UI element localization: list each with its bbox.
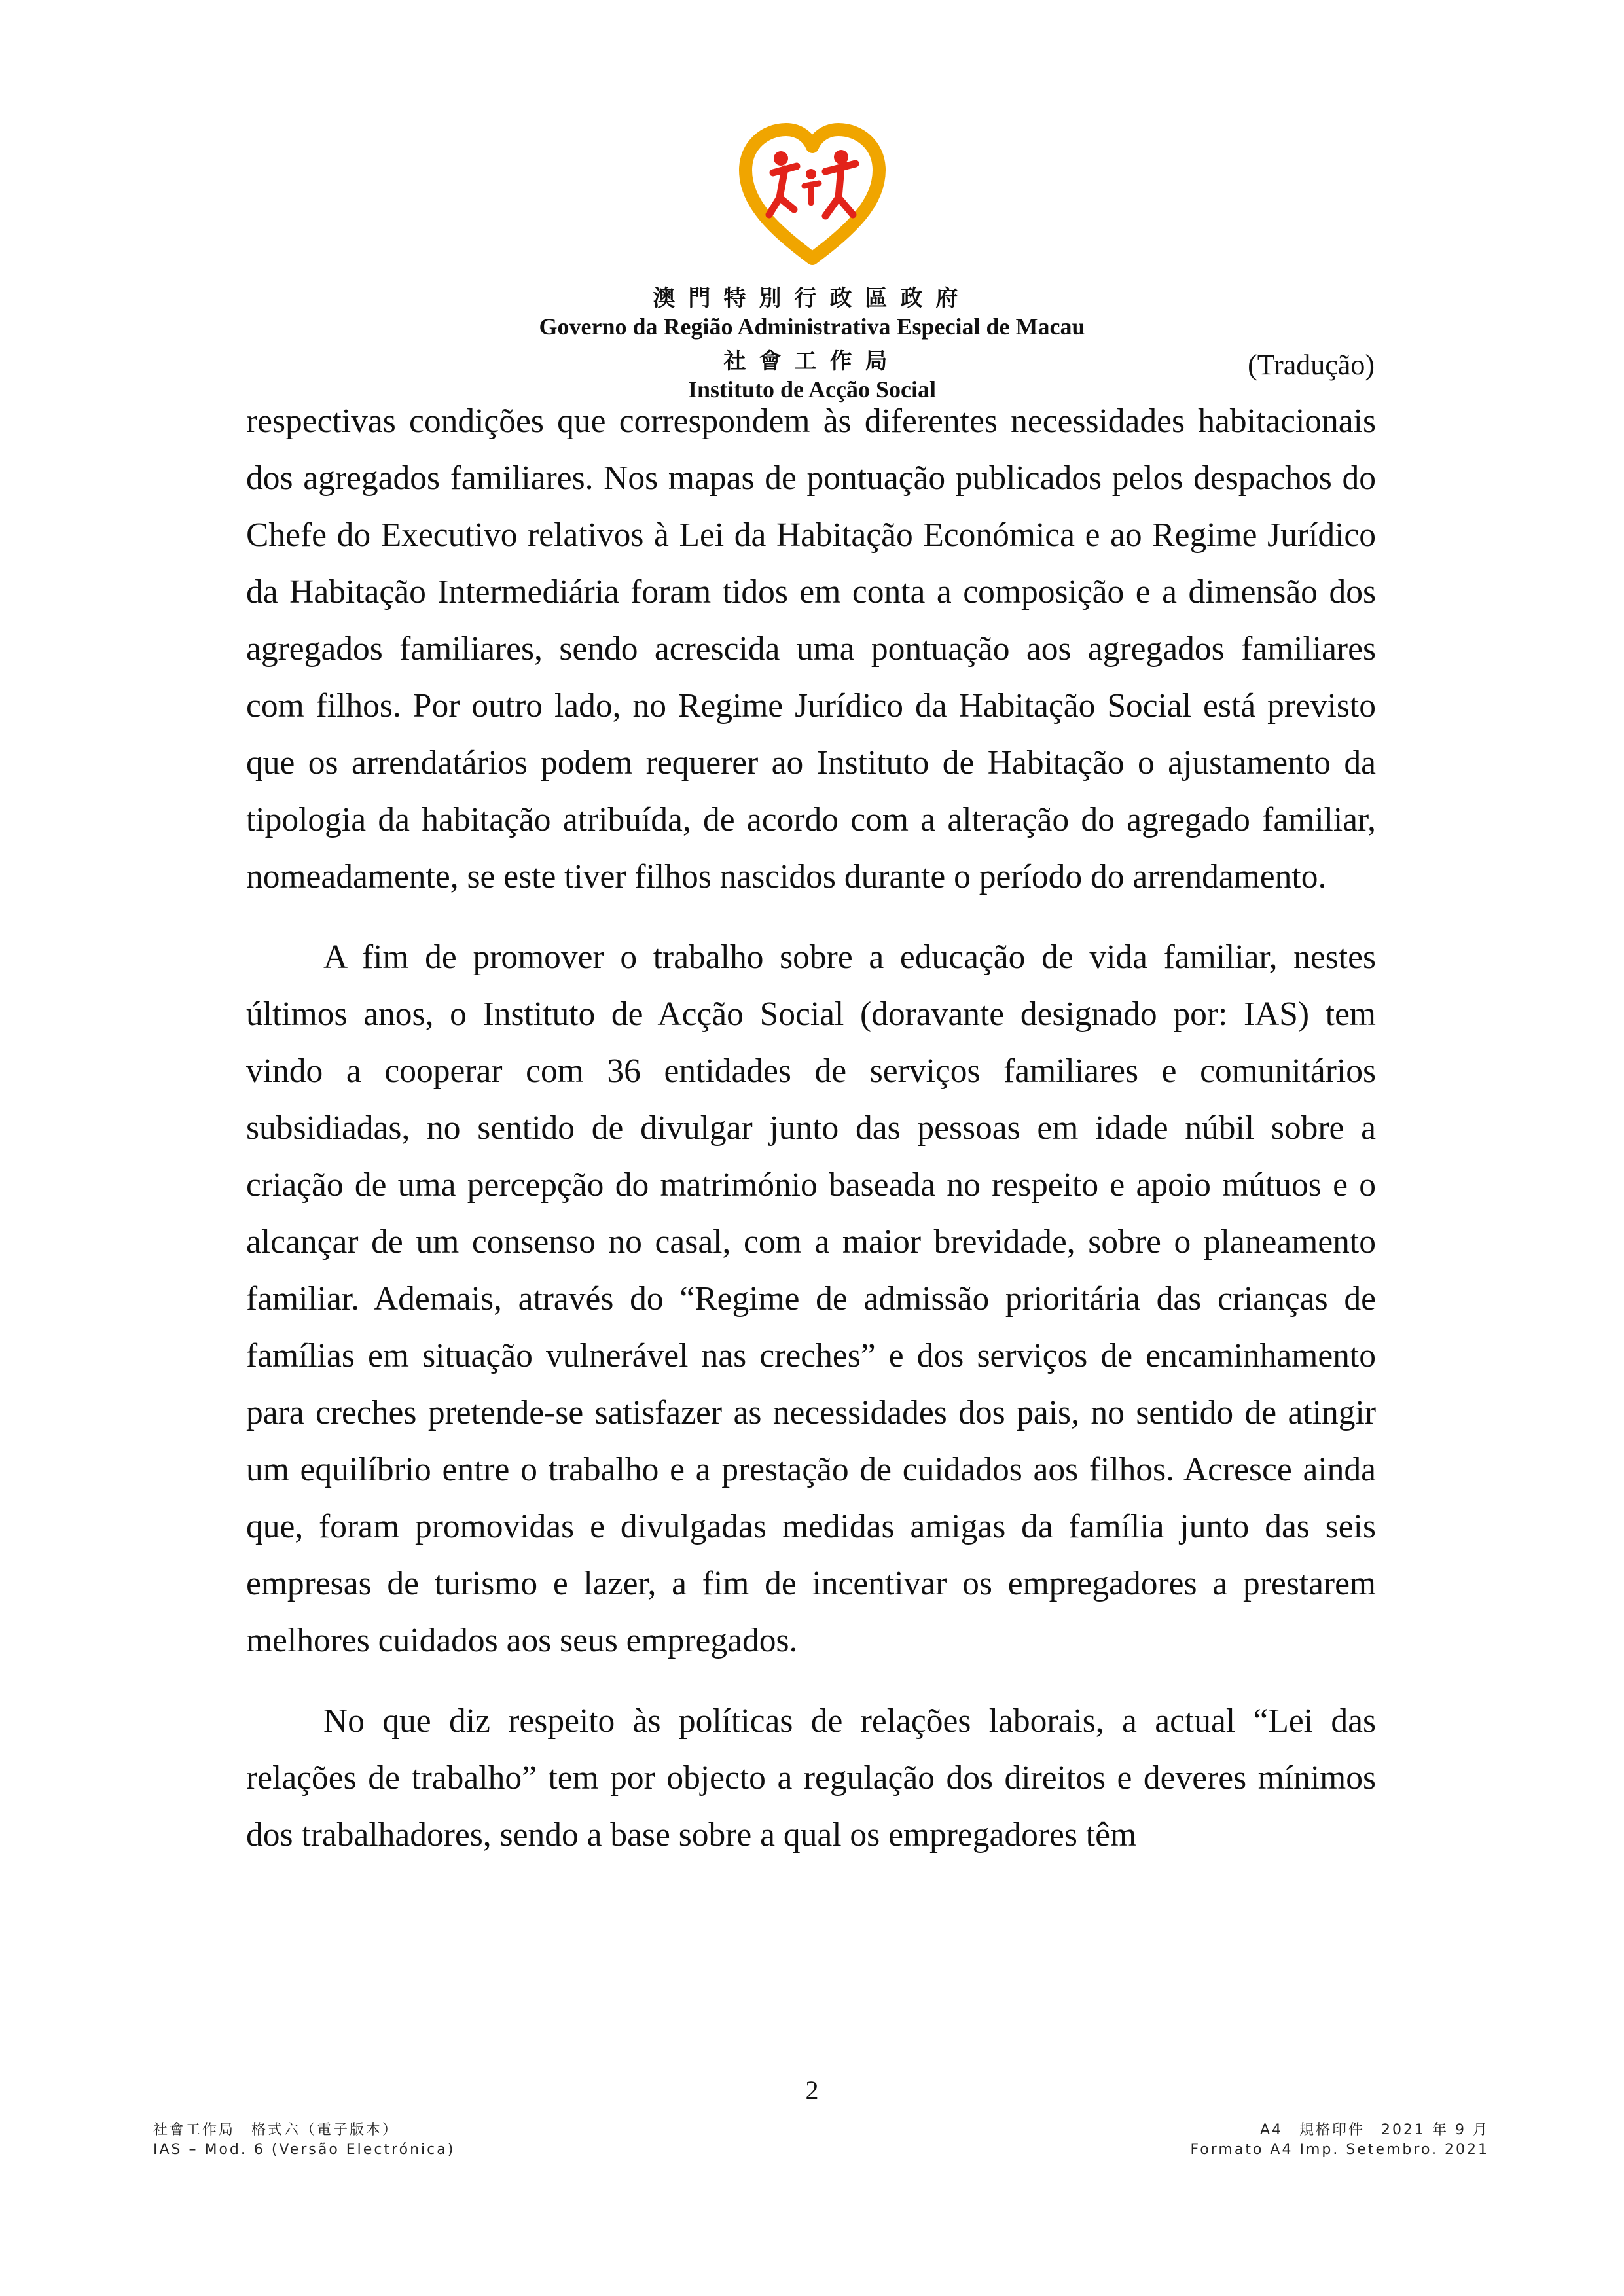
ias-heart-logo-icon (734, 118, 891, 268)
paragraph: No que diz respeito às políticas de relações laborais, a actual “Lei das relações de trabalho” tem por objecto a regulação dos direitos e deveres mínimos dos trabalhadores, sendo a base sobre a qual os empregadores têm (246, 1702, 1376, 1854)
footer-form-pt: IAS – Mod. 6 (Versão Electrónica) (153, 2142, 456, 2158)
paragraph: A fim de promover o trabalho sobre a educação de vida familiar, nestes últimos anos, o Instituto de Acção Social (doravante designado por: IAS) tem vindo a cooperar com 36 entidades de serviços familiares e comunitários subsidiadas, no sentido de divulgar junto das pessoas em idade núbil sobre a criação de uma percepção do matrimónio baseada no respeito e apoio mútuos e o alcançar de um consenso no casal, com a maior brevidade, sobre o planeamento familiar. Ademais, através do “Regime de admissão prioritária das crianças de famílias em situação vulnerável nas creches” e dos serviços de encaminhamento para creches pretende-se satisfazer as necessidades dos pais, no sentido de atingir um equilíbrio entre o trabalho e a prestação de cuidados aos filhos. Acresce ainda que, foram promovidas e divulgadas medidas amigas da família junto das seis empresas de turismo e lazer, a fim de incentivar os empregadores a prestarem melhores cuidados aos seus empregados. (246, 939, 1376, 1659)
footer-print-format (1190, 2121, 1489, 2160)
footer-format-pt: Formato A4 Imp. Setembro. 2021 (1190, 2142, 1489, 2158)
paragraph: respectivas condições que correspondem às diferentes necessidades habitacionais dos agregados familiares. Nos mapas de pontuação publicados pelos despachos do Chefe do Executivo relativos à Lei da Habitação Económica e ao Regime Jurídico da Habitação Intermediária foram tidos em conta a composição e a dimensão dos agregados familiares, sendo acrescida uma pontuação aos agregados familiares com filhos. Por outro lado, no Regime Jurídico da Habitação Social está previsto que os arrendatários podem requerer ao Instituto de Habitação o ajustamento da tipologia da habitação atribuída, de acordo com a alteração do agregado familiar, nomeadamente, se este tiver filhos nascidos durante o período do arrendamento. (246, 403, 1376, 895)
org-name-zh: 澳門特別行政區政府 (653, 285, 971, 312)
org-name-pt: Governo da Região Administrativa Especial de Macau (539, 314, 1085, 340)
document-body (246, 393, 1376, 1863)
page-number: 2 (805, 2075, 819, 2105)
dept-name-pt: Instituto de Acção Social (687, 376, 936, 403)
dept-name-zh: 社會工作局 (723, 348, 901, 374)
footer-form-id (153, 2121, 455, 2160)
translation-label: (Tradução) (1248, 349, 1375, 381)
footer-format-zh: A4 規格印件 2021 年 9 月 (1259, 2122, 1489, 2138)
letterhead (0, 118, 1624, 403)
footer-form-zh: 社會工作局 格式六（電子版本） (153, 2122, 399, 2138)
